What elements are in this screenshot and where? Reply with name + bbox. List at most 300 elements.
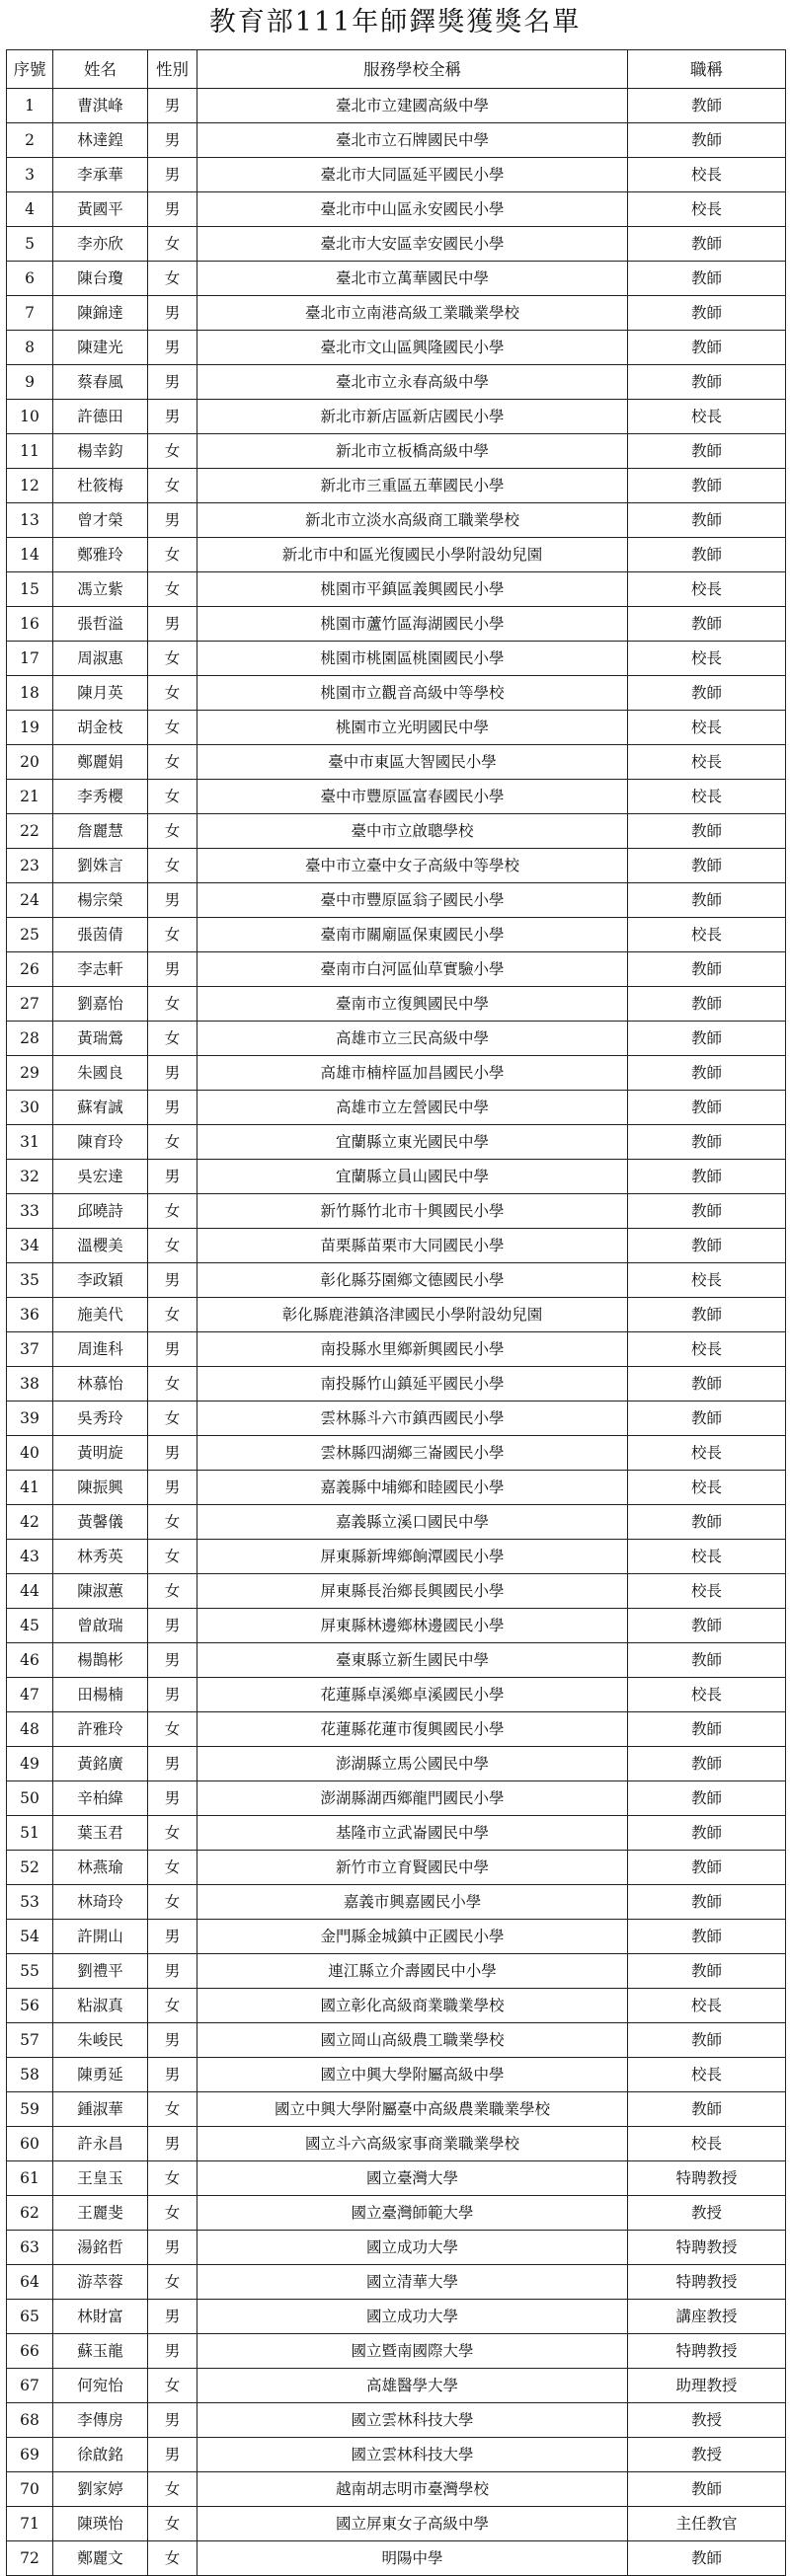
table-row — [7, 2023, 786, 2058]
cell-title: 校長 — [628, 1540, 786, 1574]
cell-name: 蘇宥誠 — [53, 1091, 148, 1125]
cell-school: 臺北市文山區興隆國民小學 — [198, 331, 628, 365]
cell-school: 臺北市立萬華國民中學 — [198, 262, 628, 296]
cell-index: 44 — [7, 1574, 53, 1609]
cell-gender: 男 — [148, 2334, 198, 2369]
cell-name: 黃馨儀 — [53, 1505, 148, 1540]
cell-index: 25 — [7, 918, 53, 952]
cell-title: 教師 — [628, 952, 786, 987]
cell-school: 雲林縣四湖鄉三崙國民小學 — [198, 1436, 628, 1471]
table-row — [7, 1471, 786, 1505]
document-title: 教育部111年師鐸獎獲獎名單 — [208, 7, 582, 38]
cell-school: 花蓮縣花蓮市復興國民小學 — [198, 1712, 628, 1747]
cell-index: 37 — [7, 1332, 53, 1367]
cell-school: 高雄市立左營國民中學 — [198, 1091, 628, 1125]
cell-name: 楊幸鈞 — [53, 434, 148, 469]
cell-gender: 男 — [148, 1056, 198, 1091]
cell-gender: 女 — [148, 2541, 198, 2576]
table-row — [7, 1194, 786, 1229]
table-row — [7, 296, 786, 331]
cell-title: 教師 — [628, 227, 786, 262]
table-row — [7, 2300, 786, 2334]
cell-school: 明陽中學 — [198, 2541, 628, 2576]
cell-title: 教師 — [628, 1505, 786, 1540]
cell-gender: 女 — [148, 2472, 198, 2507]
cell-title: 校長 — [628, 400, 786, 434]
table-row — [7, 607, 786, 642]
cell-name: 陳月英 — [53, 676, 148, 711]
cell-name: 劉嘉怡 — [53, 987, 148, 1022]
cell-gender: 女 — [148, 814, 198, 849]
cell-title: 教師 — [628, 2541, 786, 2576]
cell-title: 教師 — [628, 262, 786, 296]
cell-gender: 男 — [148, 89, 198, 123]
cell-school: 國立雲林科技大學 — [198, 2438, 628, 2472]
cell-gender: 女 — [148, 1298, 198, 1332]
cell-title: 校長 — [628, 1989, 786, 2023]
table-row — [7, 1747, 786, 1781]
cell-school: 新北市三重區五華國民小學 — [198, 469, 628, 503]
cell-gender: 男 — [148, 1954, 198, 1989]
cell-school: 臺北市立石牌國民中學 — [198, 123, 628, 158]
cell-gender: 男 — [148, 2403, 198, 2438]
table-row — [7, 2507, 786, 2541]
cell-school: 臺北市立南港高級工業職業學校 — [198, 296, 628, 331]
header-school: 服務學校全稱 — [198, 50, 628, 89]
table-row — [7, 1332, 786, 1367]
cell-gender: 女 — [148, 434, 198, 469]
table-row — [7, 1851, 786, 1885]
cell-school: 苗栗縣苗栗市大同國民小學 — [198, 1229, 628, 1263]
cell-title: 教師 — [628, 1091, 786, 1125]
cell-name: 陳建光 — [53, 331, 148, 365]
table-row — [7, 2127, 786, 2161]
cell-school: 國立中興大學附屬高級中學 — [198, 2058, 628, 2092]
table-row — [7, 2334, 786, 2369]
cell-school: 臺中市豐原區翁子國民小學 — [198, 883, 628, 918]
cell-index: 27 — [7, 987, 53, 1022]
cell-school: 桃園市立觀音高級中等學校 — [198, 676, 628, 711]
cell-gender: 女 — [148, 469, 198, 503]
cell-index: 11 — [7, 434, 53, 469]
cell-name: 曹淇峰 — [53, 89, 148, 123]
cell-index: 59 — [7, 2092, 53, 2127]
cell-gender: 男 — [148, 1436, 198, 1471]
cell-gender: 男 — [148, 365, 198, 400]
cell-school: 國立中興大學附屬臺中高級農業職業學校 — [198, 2092, 628, 2127]
table-row — [7, 227, 786, 262]
cell-title: 校長 — [628, 918, 786, 952]
cell-school: 越南胡志明市臺灣學校 — [198, 2472, 628, 2507]
cell-title: 教授 — [628, 2403, 786, 2438]
cell-gender: 女 — [148, 849, 198, 883]
cell-name: 周進科 — [53, 1332, 148, 1367]
cell-name: 李承華 — [53, 158, 148, 192]
table-row — [7, 1643, 786, 1678]
cell-gender: 女 — [148, 1989, 198, 2023]
table-row — [7, 2265, 786, 2300]
cell-school: 屏東縣新埤鄉餉潭國民小學 — [198, 1540, 628, 1574]
cell-index: 48 — [7, 1712, 53, 1747]
cell-school: 南投縣水里鄉新興國民小學 — [198, 1332, 628, 1367]
cell-name: 張哲溢 — [53, 607, 148, 642]
cell-index: 38 — [7, 1367, 53, 1402]
table-row — [7, 2472, 786, 2507]
cell-name: 陳育玲 — [53, 1125, 148, 1160]
cell-gender: 女 — [148, 572, 198, 607]
cell-school: 國立成功大學 — [198, 2231, 628, 2265]
cell-title: 教師 — [628, 1229, 786, 1263]
cell-school: 臺東縣立新生國民中學 — [198, 1643, 628, 1678]
cell-name: 吳秀玲 — [53, 1402, 148, 1436]
cell-title: 教師 — [628, 607, 786, 642]
cell-title: 教師 — [628, 1712, 786, 1747]
cell-name: 鄭麗文 — [53, 2541, 148, 2576]
table-row — [7, 1781, 786, 1816]
cell-index: 49 — [7, 1747, 53, 1781]
cell-gender: 男 — [148, 1091, 198, 1125]
cell-title: 校長 — [628, 780, 786, 814]
table-row — [7, 952, 786, 987]
cell-name: 粘淑真 — [53, 1989, 148, 2023]
cell-index: 1 — [7, 89, 53, 123]
cell-title: 教師 — [628, 2472, 786, 2507]
cell-name: 何宛怡 — [53, 2369, 148, 2403]
cell-gender: 女 — [148, 227, 198, 262]
cell-title: 校長 — [628, 711, 786, 745]
table-row — [7, 1609, 786, 1643]
cell-gender: 男 — [148, 400, 198, 434]
cell-title: 教師 — [628, 1609, 786, 1643]
cell-name: 黃銘廣 — [53, 1747, 148, 1781]
cell-school: 臺中市立啟聰學校 — [198, 814, 628, 849]
cell-school: 澎湖縣立馬公國民中學 — [198, 1747, 628, 1781]
table-row — [7, 1367, 786, 1402]
cell-school: 臺中市立臺中女子高級中等學校 — [198, 849, 628, 883]
cell-title: 校長 — [628, 1678, 786, 1712]
cell-name: 蘇玉龍 — [53, 2334, 148, 2369]
cell-name: 林琦玲 — [53, 1885, 148, 1920]
cell-name: 葉玉君 — [53, 1816, 148, 1851]
cell-gender: 男 — [148, 1471, 198, 1505]
table-row — [7, 2058, 786, 2092]
cell-school: 高雄市立三民高級中學 — [198, 1022, 628, 1056]
cell-school: 嘉義縣中埔鄉和睦國民小學 — [198, 1471, 628, 1505]
cell-school: 國立雲林科技大學 — [198, 2403, 628, 2438]
cell-index: 7 — [7, 296, 53, 331]
cell-name: 李亦欣 — [53, 227, 148, 262]
cell-index: 9 — [7, 365, 53, 400]
cell-name: 游萃蓉 — [53, 2265, 148, 2300]
table-row — [7, 2369, 786, 2403]
cell-gender: 女 — [148, 780, 198, 814]
cell-gender: 女 — [148, 1505, 198, 1540]
cell-school: 國立屏東女子高級中學 — [198, 2507, 628, 2541]
cell-index: 58 — [7, 2058, 53, 2092]
cell-school: 新北市立淡水高級商工職業學校 — [198, 503, 628, 538]
cell-gender: 女 — [148, 745, 198, 780]
award-list-table — [6, 49, 786, 2576]
cell-title: 教師 — [628, 883, 786, 918]
cell-school: 彰化縣芬園鄉文德國民小學 — [198, 1263, 628, 1298]
cell-school: 國立臺灣師範大學 — [198, 2196, 628, 2231]
cell-school: 國立臺灣大學 — [198, 2161, 628, 2196]
cell-index: 70 — [7, 2472, 53, 2507]
table-row — [7, 711, 786, 745]
cell-school: 新竹縣竹北市十興國民小學 — [198, 1194, 628, 1229]
cell-name: 王麗斐 — [53, 2196, 148, 2231]
cell-school: 國立清華大學 — [198, 2265, 628, 2300]
table-row — [7, 642, 786, 676]
cell-title: 教師 — [628, 331, 786, 365]
cell-gender: 女 — [148, 1022, 198, 1056]
cell-index: 55 — [7, 1954, 53, 1989]
cell-title: 校長 — [628, 2058, 786, 2092]
cell-school: 花蓮縣卓溪鄉卓溪國民小學 — [198, 1678, 628, 1712]
cell-school: 臺北市立永春高級中學 — [198, 365, 628, 400]
cell-index: 52 — [7, 1851, 53, 1885]
cell-name: 許永昌 — [53, 2127, 148, 2161]
cell-name: 陳台瓊 — [53, 262, 148, 296]
cell-title: 教師 — [628, 676, 786, 711]
table-row — [7, 814, 786, 849]
cell-title: 校長 — [628, 745, 786, 780]
cell-gender: 男 — [148, 331, 198, 365]
cell-title: 校長 — [628, 1471, 786, 1505]
table-row — [7, 2541, 786, 2576]
cell-school: 新竹市立育賢國民中學 — [198, 1851, 628, 1885]
cell-index: 3 — [7, 158, 53, 192]
cell-index: 2 — [7, 123, 53, 158]
cell-index: 69 — [7, 2438, 53, 2472]
cell-gender: 女 — [148, 1540, 198, 1574]
table-row — [7, 1160, 786, 1194]
cell-name: 湯銘哲 — [53, 2231, 148, 2265]
cell-name: 林燕瑜 — [53, 1851, 148, 1885]
cell-index: 50 — [7, 1781, 53, 1816]
cell-gender: 女 — [148, 1851, 198, 1885]
cell-gender: 男 — [148, 192, 198, 227]
table-row — [7, 1678, 786, 1712]
table-row — [7, 2438, 786, 2472]
cell-index: 64 — [7, 2265, 53, 2300]
cell-title: 教師 — [628, 296, 786, 331]
cell-title: 教師 — [628, 123, 786, 158]
cell-name: 施美代 — [53, 1298, 148, 1332]
cell-index: 42 — [7, 1505, 53, 1540]
cell-index: 23 — [7, 849, 53, 883]
table-row — [7, 365, 786, 400]
cell-title: 教師 — [628, 1298, 786, 1332]
table-row — [7, 503, 786, 538]
cell-gender: 女 — [148, 642, 198, 676]
cell-name: 許雅玲 — [53, 1712, 148, 1747]
cell-name: 吳宏達 — [53, 1160, 148, 1194]
cell-title: 教師 — [628, 1851, 786, 1885]
cell-school: 高雄醫學大學 — [198, 2369, 628, 2403]
cell-title: 校長 — [628, 192, 786, 227]
cell-index: 8 — [7, 331, 53, 365]
cell-gender: 男 — [148, 1263, 198, 1298]
cell-name: 朱國良 — [53, 1056, 148, 1091]
cell-gender: 女 — [148, 676, 198, 711]
cell-gender: 女 — [148, 262, 198, 296]
table-row — [7, 1885, 786, 1920]
table-row — [7, 1540, 786, 1574]
cell-gender: 女 — [148, 1712, 198, 1747]
cell-index: 41 — [7, 1471, 53, 1505]
cell-school: 雲林縣斗六市鎮西國民小學 — [198, 1402, 628, 1436]
cell-gender: 男 — [148, 952, 198, 987]
cell-index: 68 — [7, 2403, 53, 2438]
cell-name: 黃國平 — [53, 192, 148, 227]
cell-gender: 男 — [148, 503, 198, 538]
cell-index: 10 — [7, 400, 53, 434]
cell-school: 基隆市立武崙國民中學 — [198, 1816, 628, 1851]
table-row — [7, 1022, 786, 1056]
cell-gender: 男 — [148, 607, 198, 642]
cell-index: 31 — [7, 1125, 53, 1160]
cell-gender: 男 — [148, 1747, 198, 1781]
table-row — [7, 745, 786, 780]
cell-name: 周淑惠 — [53, 642, 148, 676]
cell-index: 21 — [7, 780, 53, 814]
cell-index: 20 — [7, 745, 53, 780]
table-row — [7, 469, 786, 503]
cell-index: 29 — [7, 1056, 53, 1091]
cell-index: 26 — [7, 952, 53, 987]
cell-name: 陳錦達 — [53, 296, 148, 331]
cell-title: 特聘教授 — [628, 2231, 786, 2265]
cell-index: 18 — [7, 676, 53, 711]
table-row — [7, 89, 786, 123]
cell-name: 馮立紫 — [53, 572, 148, 607]
cell-gender: 男 — [148, 1678, 198, 1712]
cell-title: 教師 — [628, 1194, 786, 1229]
cell-name: 楊宗榮 — [53, 883, 148, 918]
cell-index: 17 — [7, 642, 53, 676]
cell-index: 54 — [7, 1920, 53, 1954]
cell-index: 32 — [7, 1160, 53, 1194]
cell-index: 53 — [7, 1885, 53, 1920]
cell-name: 陳瑛怡 — [53, 2507, 148, 2541]
cell-index: 16 — [7, 607, 53, 642]
cell-index: 47 — [7, 1678, 53, 1712]
cell-index: 36 — [7, 1298, 53, 1332]
cell-name: 李傳房 — [53, 2403, 148, 2438]
cell-title: 教授 — [628, 2196, 786, 2231]
cell-name: 劉禮平 — [53, 1954, 148, 1989]
cell-title: 教師 — [628, 849, 786, 883]
cell-title: 教師 — [628, 1885, 786, 1920]
cell-school: 屏東縣林邊鄉林邊國民小學 — [198, 1609, 628, 1643]
cell-index: 22 — [7, 814, 53, 849]
cell-title: 校長 — [628, 642, 786, 676]
cell-index: 40 — [7, 1436, 53, 1471]
cell-index: 51 — [7, 1816, 53, 1851]
table-row — [7, 1505, 786, 1540]
cell-title: 校長 — [628, 1436, 786, 1471]
cell-school: 臺南市關廟區保東國民小學 — [198, 918, 628, 952]
cell-index: 56 — [7, 1989, 53, 2023]
cell-name: 王皇玉 — [53, 2161, 148, 2196]
cell-title: 教師 — [628, 2092, 786, 2127]
cell-name: 楊鵲彬 — [53, 1643, 148, 1678]
cell-school: 臺南市白河區仙草實驗小學 — [198, 952, 628, 987]
table-row — [7, 2196, 786, 2231]
cell-name: 張茵倩 — [53, 918, 148, 952]
cell-gender: 女 — [148, 1367, 198, 1402]
cell-gender: 男 — [148, 1609, 198, 1643]
cell-name: 許德田 — [53, 400, 148, 434]
cell-gender: 男 — [148, 883, 198, 918]
cell-school: 桃園市立光明國民中學 — [198, 711, 628, 745]
cell-school: 臺北市立建國高級中學 — [198, 89, 628, 123]
cell-gender: 男 — [148, 2058, 198, 2092]
cell-index: 62 — [7, 2196, 53, 2231]
cell-school: 國立岡山高級農工職業學校 — [198, 2023, 628, 2058]
cell-school: 新北市中和區光復國民小學附設幼兒園 — [198, 538, 628, 572]
cell-gender: 女 — [148, 918, 198, 952]
table-row — [7, 1989, 786, 2023]
cell-name: 林秀英 — [53, 1540, 148, 1574]
cell-name: 溫櫻美 — [53, 1229, 148, 1263]
cell-gender: 女 — [148, 2507, 198, 2541]
cell-gender: 男 — [148, 2127, 198, 2161]
cell-name: 陳淑蕙 — [53, 1574, 148, 1609]
cell-name: 胡金枝 — [53, 711, 148, 745]
cell-gender: 男 — [148, 1332, 198, 1367]
cell-name: 杜筱梅 — [53, 469, 148, 503]
cell-title: 教師 — [628, 434, 786, 469]
table-row — [7, 1125, 786, 1160]
cell-name: 徐啟銘 — [53, 2438, 148, 2472]
cell-gender: 女 — [148, 987, 198, 1022]
cell-gender: 女 — [148, 1885, 198, 1920]
cell-school: 臺北市大同區延平國民小學 — [198, 158, 628, 192]
table-row — [7, 1056, 786, 1091]
table-row — [7, 883, 786, 918]
cell-index: 5 — [7, 227, 53, 262]
cell-gender: 男 — [148, 1160, 198, 1194]
cell-title: 校長 — [628, 572, 786, 607]
cell-title: 校長 — [628, 158, 786, 192]
cell-title: 特聘教授 — [628, 2265, 786, 2300]
cell-title: 校長 — [628, 2127, 786, 2161]
cell-title: 教師 — [628, 1160, 786, 1194]
cell-name: 陳振興 — [53, 1471, 148, 1505]
cell-name: 朱峻民 — [53, 2023, 148, 2058]
cell-index: 61 — [7, 2161, 53, 2196]
cell-gender: 男 — [148, 1643, 198, 1678]
cell-index: 39 — [7, 1402, 53, 1436]
cell-index: 34 — [7, 1229, 53, 1263]
table-body — [7, 89, 786, 2576]
cell-gender: 男 — [148, 2300, 198, 2334]
table-row — [7, 987, 786, 1022]
cell-name: 詹麗慧 — [53, 814, 148, 849]
cell-school: 金門縣金城鎮中正國民小學 — [198, 1920, 628, 1954]
cell-name: 劉姝言 — [53, 849, 148, 883]
cell-school: 彰化縣鹿港鎮洛津國民小學附設幼兒園 — [198, 1298, 628, 1332]
cell-gender: 女 — [148, 711, 198, 745]
cell-title: 教師 — [628, 1816, 786, 1851]
cell-index: 12 — [7, 469, 53, 503]
cell-name: 黃明旋 — [53, 1436, 148, 1471]
header-gender: 性別 — [148, 50, 198, 89]
cell-title: 校長 — [628, 1263, 786, 1298]
cell-school: 國立斗六高級家事商業職業學校 — [198, 2127, 628, 2161]
